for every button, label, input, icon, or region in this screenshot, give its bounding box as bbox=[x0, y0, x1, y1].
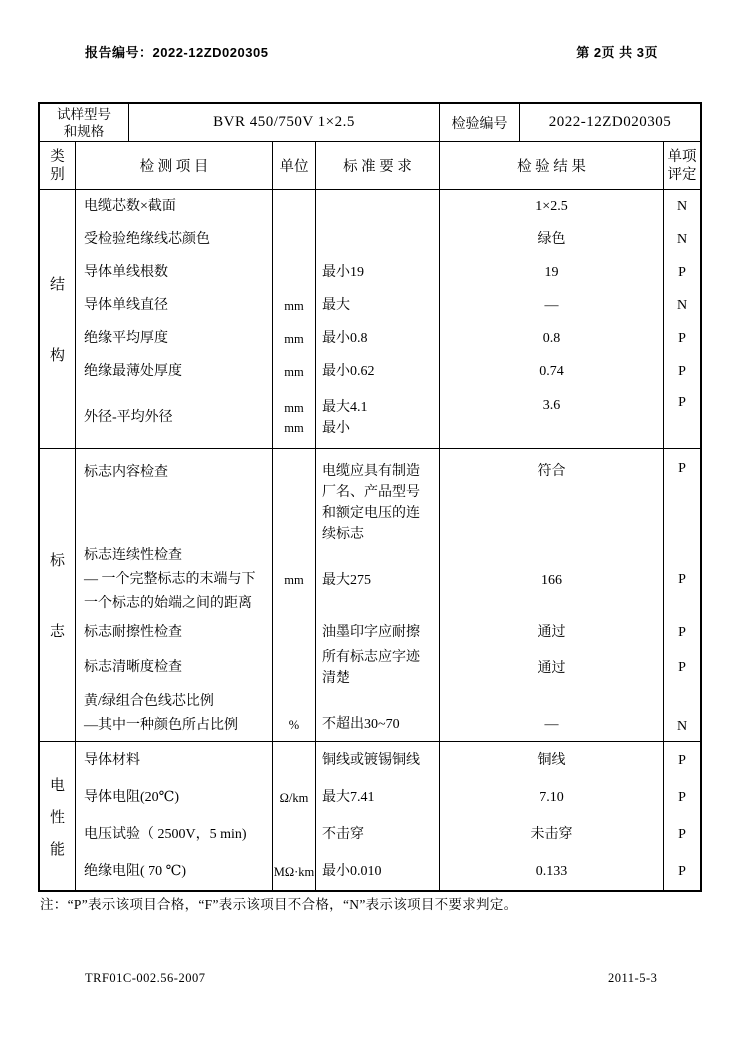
item-unit-cell bbox=[272, 779, 315, 816]
text-line: 最小0.62 bbox=[322, 364, 375, 379]
text-line: P bbox=[678, 363, 686, 379]
text-line: 黄/绿组合色线芯比例 bbox=[84, 694, 214, 709]
text-line: 0.133 bbox=[535, 864, 568, 879]
item-result-cell bbox=[439, 355, 663, 388]
text-line: 最小 bbox=[322, 421, 350, 436]
item-standard-cell bbox=[315, 289, 439, 322]
text-line: mm bbox=[284, 573, 304, 587]
item-standard-cell bbox=[315, 322, 439, 355]
text-line: 不击穿 bbox=[322, 827, 364, 842]
text-line: 1×2.5 bbox=[535, 199, 568, 214]
item-name-cell bbox=[75, 388, 272, 448]
item-verdict-cell bbox=[663, 649, 700, 687]
text-line: 电缆芯数×截面 bbox=[84, 198, 176, 214]
category-label bbox=[40, 742, 75, 890]
item-standard-cell bbox=[315, 616, 439, 649]
item-unit-cell bbox=[272, 616, 315, 649]
text-line: N bbox=[676, 719, 688, 734]
item-standard-cell bbox=[315, 223, 439, 256]
item-verdict-cell bbox=[663, 388, 700, 448]
col-header-standard: 标 准 要 求 bbox=[315, 142, 439, 189]
text-line: mm bbox=[284, 331, 304, 346]
item-standard-cell bbox=[315, 687, 439, 741]
test-report-table bbox=[38, 102, 702, 892]
text-line: 外径-平均外径 bbox=[84, 410, 173, 425]
text-line: 导体材料 bbox=[84, 752, 140, 768]
text-line: 19 bbox=[544, 265, 559, 280]
item-unit-cell bbox=[272, 256, 315, 289]
item-verdict-cell bbox=[663, 449, 700, 544]
sample-value-cell: BVR 450/750V 1×2.5 bbox=[128, 104, 439, 141]
item-result-cell bbox=[439, 616, 663, 649]
text-line: mm bbox=[284, 364, 304, 379]
col-header-category-line2: 别 bbox=[50, 166, 65, 183]
text-line: 最小0.010 bbox=[322, 864, 382, 879]
text-line: 最大 bbox=[322, 298, 350, 313]
item-result-cell bbox=[439, 449, 663, 544]
text-line: mm bbox=[284, 401, 304, 415]
category-char: 性 bbox=[49, 809, 65, 826]
item-name-cell bbox=[75, 687, 272, 741]
text-line: 铜线或镀锡铜线 bbox=[322, 753, 420, 768]
text-line: —其中一种颜色所占比例 bbox=[84, 718, 238, 733]
text-line: MΩ·km bbox=[273, 864, 315, 879]
item-result-cell bbox=[439, 779, 663, 816]
text-line: P bbox=[678, 660, 686, 675]
item-unit-cell bbox=[272, 388, 315, 448]
text-line: 3.6 bbox=[542, 398, 561, 413]
text-line: 电压试验（ 2500V，5 min) bbox=[84, 826, 247, 842]
item-result-cell bbox=[439, 687, 663, 741]
category-label bbox=[40, 190, 75, 448]
text-line: P bbox=[678, 264, 686, 280]
text-line: P bbox=[678, 826, 686, 842]
item-standard-cell bbox=[315, 256, 439, 289]
item-name-cell bbox=[75, 853, 272, 890]
col-header-unit: 单位 bbox=[272, 142, 315, 189]
text-line: 绿色 bbox=[537, 232, 566, 247]
text-line: 一个标志的始端之间的距离 bbox=[84, 596, 252, 611]
text-line: — bbox=[544, 717, 559, 732]
item-result-cell bbox=[439, 322, 663, 355]
text-line: N bbox=[676, 198, 688, 214]
item-unit-cell bbox=[272, 544, 315, 616]
sample-label-cell bbox=[40, 104, 128, 141]
text-line: 符合 bbox=[537, 464, 566, 479]
category-char: 志 bbox=[49, 624, 65, 640]
item-name-cell bbox=[75, 355, 272, 388]
item-verdict-cell bbox=[663, 223, 700, 256]
category-char: 构 bbox=[49, 348, 65, 364]
item-name-cell bbox=[75, 616, 272, 649]
report-number-value: 2022-12ZD020305 bbox=[152, 45, 269, 60]
text-line: P bbox=[678, 752, 686, 768]
item-result-cell bbox=[439, 853, 663, 890]
text-line: 最小0.8 bbox=[322, 331, 368, 346]
item-verdict-cell bbox=[663, 779, 700, 816]
text-line: P bbox=[678, 789, 686, 805]
text-line: 标志耐擦性检查 bbox=[84, 624, 182, 640]
category-label bbox=[40, 449, 75, 741]
text-line: 通过 bbox=[537, 660, 566, 676]
item-verdict-cell bbox=[663, 687, 700, 741]
item-standard-cell bbox=[315, 853, 439, 890]
item-name-cell bbox=[75, 322, 272, 355]
text-line: 通过 bbox=[537, 625, 566, 640]
item-unit-cell bbox=[272, 742, 315, 779]
item-name-cell bbox=[75, 742, 272, 779]
text-line: P bbox=[678, 624, 686, 640]
text-line: P bbox=[678, 572, 686, 587]
item-name-cell bbox=[75, 449, 272, 544]
document-date: 2011-5-3 bbox=[608, 971, 658, 985]
item-result-cell bbox=[439, 649, 663, 687]
text-line: 166 bbox=[541, 572, 562, 588]
item-standard-cell bbox=[315, 544, 439, 616]
category-char: 标 bbox=[49, 553, 65, 569]
report-number-header bbox=[85, 42, 268, 61]
footnote: 注：“P”表示该项目合格，“F”表示该项目不合格，“N”表示该项目不要求判定。 bbox=[40, 897, 518, 912]
item-unit-cell bbox=[272, 190, 315, 223]
text-line: 标志清晰度检查 bbox=[84, 660, 182, 675]
item-standard-cell bbox=[315, 388, 439, 448]
item-verdict-cell bbox=[663, 816, 700, 853]
item-unit-cell bbox=[272, 322, 315, 355]
text-line: 清楚 bbox=[322, 671, 350, 686]
text-line: N bbox=[676, 231, 688, 247]
section-structure bbox=[40, 190, 700, 448]
item-name-cell bbox=[75, 779, 272, 816]
category-char: 电 bbox=[49, 777, 65, 794]
text-line: P bbox=[678, 863, 686, 879]
item-standard-cell bbox=[315, 355, 439, 388]
text-line: 厂名、产品型号 bbox=[322, 485, 420, 500]
text-line: mm bbox=[284, 298, 304, 313]
text-line: N bbox=[676, 297, 688, 313]
item-verdict-cell bbox=[663, 190, 700, 223]
col-header-item: 检 测 项 目 bbox=[75, 142, 272, 189]
text-line: mm bbox=[284, 421, 304, 435]
text-line: 0.8 bbox=[542, 331, 561, 346]
item-result-cell bbox=[439, 190, 663, 223]
text-line: 续标志 bbox=[322, 527, 364, 542]
category-char: 能 bbox=[49, 841, 65, 858]
text-line: 未击穿 bbox=[530, 827, 573, 842]
sample-label-line2: 和规格 bbox=[63, 123, 105, 139]
item-verdict-cell bbox=[663, 853, 700, 890]
text-line: 铜线 bbox=[537, 753, 566, 768]
item-name-cell bbox=[75, 256, 272, 289]
item-standard-cell bbox=[315, 742, 439, 779]
item-name-cell bbox=[75, 289, 272, 322]
item-unit-cell bbox=[272, 649, 315, 687]
text-line: 绝缘平均厚度 bbox=[84, 330, 168, 346]
item-unit-cell bbox=[272, 289, 315, 322]
text-line: — 一个完整标志的末端与下 bbox=[84, 572, 256, 587]
item-result-cell bbox=[439, 289, 663, 322]
item-result-cell bbox=[439, 256, 663, 289]
item-name-cell bbox=[75, 816, 272, 853]
text-line: P bbox=[678, 461, 686, 476]
text-line: Ω/km bbox=[279, 790, 309, 805]
item-result-cell bbox=[439, 223, 663, 256]
text-line: P bbox=[678, 330, 686, 346]
text-line: 受检验绝缘线芯颜色 bbox=[84, 231, 210, 247]
item-unit-cell bbox=[272, 687, 315, 741]
text-line: 所有标志应字迹 bbox=[322, 650, 420, 665]
exam-no-value-cell: 2022-12ZD020305 bbox=[519, 104, 700, 141]
item-unit-cell bbox=[272, 355, 315, 388]
item-verdict-cell bbox=[663, 256, 700, 289]
item-verdict-cell bbox=[663, 616, 700, 649]
document-code: TRF01C-002.56-2007 bbox=[85, 971, 206, 985]
item-unit-cell bbox=[272, 223, 315, 256]
text-line: 油墨印字应耐擦 bbox=[322, 625, 420, 640]
item-standard-cell bbox=[315, 190, 439, 223]
text-line: 7.10 bbox=[539, 790, 564, 805]
item-verdict-cell bbox=[663, 289, 700, 322]
section-electrical bbox=[40, 741, 700, 890]
item-verdict-cell bbox=[663, 742, 700, 779]
col-header-verdict-line1: 单项 bbox=[667, 148, 697, 165]
text-line: 导体电阻(20℃) bbox=[84, 789, 179, 805]
item-unit-cell bbox=[272, 816, 315, 853]
text-line: 最大275 bbox=[322, 572, 371, 588]
item-standard-cell bbox=[315, 779, 439, 816]
text-line: 最小19 bbox=[322, 265, 364, 280]
sample-label-line1: 试样型号 bbox=[57, 106, 111, 122]
text-line: 不超出30~70 bbox=[322, 717, 400, 732]
exam-no-label-cell: 检验编号 bbox=[439, 104, 519, 141]
item-standard-cell bbox=[315, 649, 439, 687]
section-marking bbox=[40, 448, 700, 741]
item-result-cell bbox=[439, 544, 663, 616]
text-line: 和额定电压的连 bbox=[322, 506, 420, 521]
item-result-cell bbox=[439, 816, 663, 853]
item-name-cell bbox=[75, 649, 272, 687]
item-result-cell bbox=[439, 388, 663, 448]
col-header-category-line1: 类 bbox=[50, 148, 65, 165]
text-line: 标志内容检查 bbox=[84, 465, 168, 480]
item-unit-cell bbox=[272, 449, 315, 544]
item-verdict-cell bbox=[663, 544, 700, 616]
item-verdict-cell bbox=[663, 355, 700, 388]
col-header-verdict-line2: 评定 bbox=[667, 166, 697, 183]
report-number-label: 报告编号： bbox=[85, 45, 153, 60]
text-line: 绝缘最薄处厚度 bbox=[84, 363, 182, 379]
text-line: 最大4.1 bbox=[322, 400, 368, 415]
column-header-row bbox=[40, 142, 700, 190]
page-indicator: 第 2页 共 3页 bbox=[576, 45, 658, 60]
item-standard-cell bbox=[315, 449, 439, 544]
item-name-cell bbox=[75, 223, 272, 256]
item-name-cell bbox=[75, 544, 272, 616]
text-line: — bbox=[544, 298, 559, 313]
text-line: 最大7.41 bbox=[322, 790, 375, 805]
item-unit-cell bbox=[272, 853, 315, 890]
text-line: % bbox=[288, 718, 300, 732]
item-verdict-cell bbox=[663, 322, 700, 355]
item-standard-cell bbox=[315, 816, 439, 853]
text-line: 电缆应具有制造 bbox=[322, 464, 420, 479]
sample-info-row bbox=[40, 104, 700, 142]
text-line: P bbox=[678, 395, 686, 410]
item-result-cell bbox=[439, 742, 663, 779]
text-line: 标志连续性检查 bbox=[84, 548, 182, 563]
col-header-result: 检 验 结 果 bbox=[439, 142, 663, 189]
item-name-cell bbox=[75, 190, 272, 223]
text-line: 导体单线根数 bbox=[84, 264, 168, 280]
text-line: 导体单线直径 bbox=[84, 297, 168, 313]
category-char: 结 bbox=[49, 277, 65, 293]
col-header-category bbox=[40, 142, 75, 189]
text-line: 0.74 bbox=[539, 364, 564, 379]
col-header-verdict bbox=[663, 142, 700, 189]
text-line: 绝缘电阻( 70 ℃) bbox=[84, 863, 186, 879]
